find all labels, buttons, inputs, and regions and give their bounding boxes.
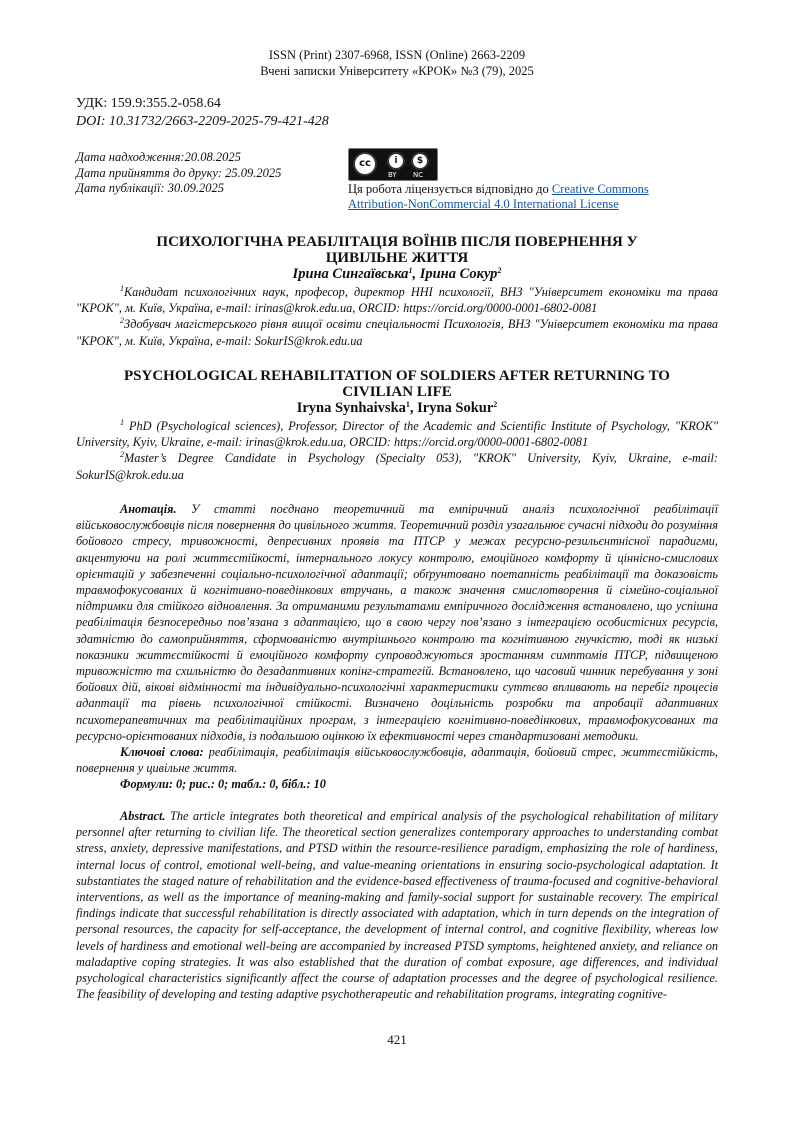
authors-en: Iryna Synhaivska$^1$, Iryna Sokur$^2$: [296, 400, 498, 416]
keywords-paragraph: Ключові слова: реабілітація, реабілітація військовослужбовців, адаптація, бойовий стрес, життєстійкість, повернення у цивільне життя.: [76, 745, 718, 776]
title-ua: ПСИХОЛОГІЧНА РЕАБІЛІТАЦІЯ ВОЇНІВ ПІСЛЯ ПОВЕРНЕННЯ У ЦИВІЛЬНЕ ЖИТТЯ: [156, 234, 638, 266]
journal-header: [76, 47, 718, 79]
nc-label: NC: [413, 171, 424, 179]
keywords-label: Ключові слова:: [120, 745, 204, 760]
affiliation-1-en: $^1$ PhD (Psychological sciences), Professor, Director of the Academic and Scientific Institute of Psychology, "KROK" University, Kyiv, Ukraine, e-mail: irinas@krok.edu.ua, ORCID: https://orcid.org/0000-0001-6802-0081: [76, 418, 718, 450]
annotation-label: Анотація.: [120, 502, 177, 516]
affiliation-2-en: $^2$Master’s Degree Candidate in Psychology (Specialty 053), "KROK" University, Kyiv, Ukraine, e-mail: SokurIS@krok.edu.ua: [76, 450, 718, 482]
abstract-en: [76, 808, 718, 1002]
authors-ua: Ірина Сингаївська$^1$, Ірина Сокур$^2$: [292, 266, 502, 282]
udk-code: УДК: 159.9:355.2-058.64: [76, 96, 221, 111]
doi: DOI: 10.31732/2663-2209-2025-79-421-428: [76, 114, 329, 129]
affiliation-1: $^1$Кандидат психологічних наук, професор, директор ННІ психології, ВНЗ "Університет економіки та права "КРОК", м. Київ, Україна, e-mail: irinas@krok.edu.ua, ORCID: https://orcid.org/0000-0001-6802-0081: [76, 284, 718, 316]
abstract-label: Abstract.: [120, 809, 166, 823]
formulas-count: Формули: 0; рис.: 0; табл.: 0, бібл.: 10: [120, 777, 326, 792]
license-text: [348, 182, 728, 212]
annotation-ua: [76, 501, 718, 793]
author-1: Ірина Сингаївська: [292, 266, 409, 282]
date-received: Дата надходження:20.08.2025: [76, 150, 241, 164]
author-2-en: Iryna Sokur: [417, 400, 494, 416]
affiliations-ua: [76, 284, 718, 349]
license-link[interactable]: Creative Commons Attribution-NonCommercial 4.0 International License: [348, 182, 649, 211]
by-icon: i: [387, 152, 405, 170]
license-intro: Ця робота ліцензується відповідно до: [348, 182, 552, 196]
by-label: BY: [388, 171, 397, 179]
issn-line: ISSN (Print) 2307-6968, ISSN (Online) 2663-2209: [268, 48, 526, 62]
annotation-paragraph: Анотація. У статті поєднано теоретичний та емпіричний аналіз психологічної реабілітації військовослужбовців після повернення до цивільного життя. Теоретичний розділ узагальнює сучасні підходи до розуміння бойового стресу, тривожності, депресивних проявів та ПТСР у межах ресурсно-резильєнтнісної парадигми, акцентуючи на ролі життєстійкості, інтернального локусу контролю, емоційного комфорту й ціннісно-смислових орієнтацій у забезпеченні соціально-психологічної адаптації; обґрунтовано поетапність реабілітації та доказовість травмофокусованих й когнітивно-поведінкових втручань, а також значення смислотворення й сімейно-соціальної підтримки для стійкого відновлення. За отриманими результатами емпіричного дослідження встановлено, що успішна реабілітація безпосередньо пов’язана з адаптацією, що в свою чергу пов’язано з інтеграцією особистісних ресурсів, здатністю до самоприйняття, сформованістю внутрішнього контролю та когнітивною гнучкістю, тоді як низькі показники життєстійкості й емоційного комфорту супроводжуються зростанням симптомів ПТСР, підвищеною тривожністю та схильністю до дезадаптивних копінг-стратегій. Встановлено, що часовий чинник перебування у зоні бойових дій, вікові відмінності та індивідуально-психологічні характеристики суттєво впливають на перебіг процесів адаптації та рівень психологічної стійкості. Визначено доцільність розробки та апробації адаптивних психотерапевтичних та реабілітаційних програм, з інтеграцією когнітивно-поведінкових, травмофокусованих та ресурсно-орієнтованих підходів, із подальшою оцінкою їх ефективності через стандартизовані методики.: [76, 502, 718, 743]
identifiers: [76, 95, 329, 131]
dates-block: [76, 150, 281, 197]
cc-license-badge[interactable]: [348, 148, 438, 181]
nc-icon: $: [411, 152, 429, 170]
abstract-paragraph: Abstract. The article integrates both theoretical and empirical analysis of the psychological rehabilitation of military personnel after returning to civilian life. The theoretical section generalizes contemporary approaches to understanding combat stress, anxiety, depressive manifestations, and PTSD within the resource-resilience paradigm, emphasizing the role of hardiness, internal locus of control, emotional well-being, and value-meaning orientations in ensuring socio-psychological adaptation. It substantiates the staged nature of rehabilitation and the evidence-based effectiveness of trauma-focused and cognitive-behavioral interventions, as well as the importance of meaning-making and family-social support for sustainable recovery. The empirical findings indicate that successful rehabilitation is directly associated with adaptation, which in turn depends on the integration of personal resources, the capacity for self-acceptance, the development of internal control, and cognitive flexibility, whereas low levels of hardiness and emotional well-being are accompanied by increased PTSD symptoms, heightened anxiety, and reliance on maladaptive coping strategies. It was also established that the duration of combat exposure, age differences, and individual psychological characteristics significantly affect the course of adaptation processes and the degree of psychological resilience. The feasibility of developing and testing adaptive psychotherapeutic and rehabilitation programs, integrating cognitive-: [76, 809, 718, 1002]
cc-icon: cc: [353, 152, 377, 176]
affiliations-en: [76, 418, 718, 483]
page-number: 421: [387, 1032, 407, 1047]
journal-line: Вчені записки Університету «КРОК» №3 (79), 2025: [260, 64, 534, 78]
author-2: Ірина Сокур: [419, 266, 498, 282]
author-1-en: Iryna Synhaivska: [296, 400, 406, 416]
title-en: PSYCHOLOGICAL REHABILITATION OF SOLDIERS AFTER RETURNING TO CIVILIAN LIFE: [124, 368, 670, 400]
date-accepted: Дата прийняття до друку: 25.09.2025: [76, 165, 282, 180]
affiliation-2: $^2$Здобувач магістерського рівня вищої освіти спеціальності Психологія, ВНЗ "Університет економіки та права "КРОК", м. Київ, Україна, e-mail: SokurIS@krok.edu.ua: [76, 316, 718, 348]
date-published: Дата публікації: 30.09.2025: [76, 181, 224, 195]
